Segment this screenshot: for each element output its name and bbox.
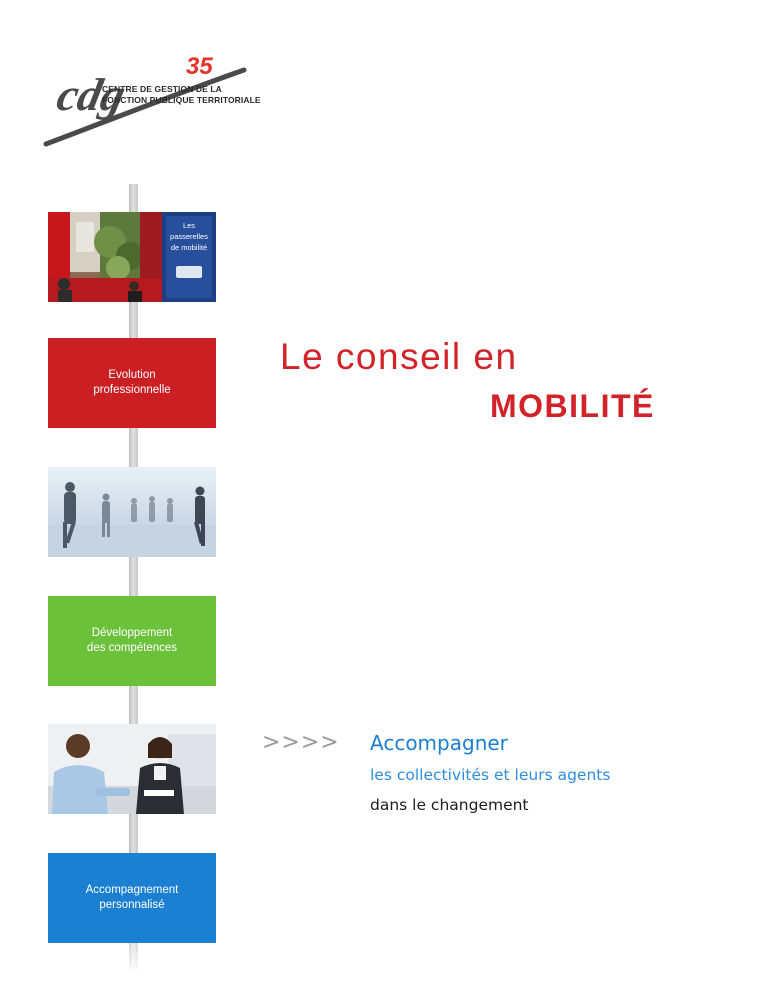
- tile-evolution-line1: Evolution: [108, 369, 156, 381]
- photo-people-walking: [48, 467, 216, 557]
- sign-line1: Les: [182, 221, 196, 230]
- org-name: [102, 84, 292, 106]
- title-line2: MOBILITÉ: [490, 388, 655, 424]
- tagline-line3: dans le changement: [370, 796, 529, 814]
- cdg35-logo: [40, 48, 280, 168]
- org-name-line1: CENTRE DE GESTION DE LA: [102, 84, 222, 94]
- tile-accompagnement-line2: personnalisé: [99, 899, 165, 911]
- logo-letters: cdg: [52, 70, 130, 121]
- tile-developpement-competences: [48, 596, 216, 686]
- title-line1: Le conseil en: [280, 336, 518, 377]
- logo-number: 35: [186, 53, 213, 80]
- cdg35-logo-mark: [40, 48, 280, 168]
- tile-developpement-line1: Développement: [91, 627, 173, 639]
- org-name-line2: FONCTION PUBLIQUE TERRITORIALE: [102, 95, 261, 105]
- sign-line3: de mobilité: [170, 243, 208, 252]
- tagline-line1: Accompagner: [370, 731, 508, 755]
- tile-accompagnement-personnalise: [48, 853, 216, 943]
- tagline-line2: les collectivités et leurs agents: [370, 766, 611, 784]
- photo-interview: [48, 724, 216, 814]
- sign-line2: passerelles: [170, 232, 208, 241]
- tile-evolution-line2: professionnelle: [93, 384, 171, 396]
- tile-evolution-professionnelle: [48, 338, 216, 428]
- tile-accompagnement-line1: Accompagnement: [85, 884, 179, 896]
- arrows-decoration: >>>>: [262, 730, 340, 755]
- photo-mobility-event: [48, 212, 216, 302]
- tile-developpement-line2: des compétences: [86, 642, 178, 654]
